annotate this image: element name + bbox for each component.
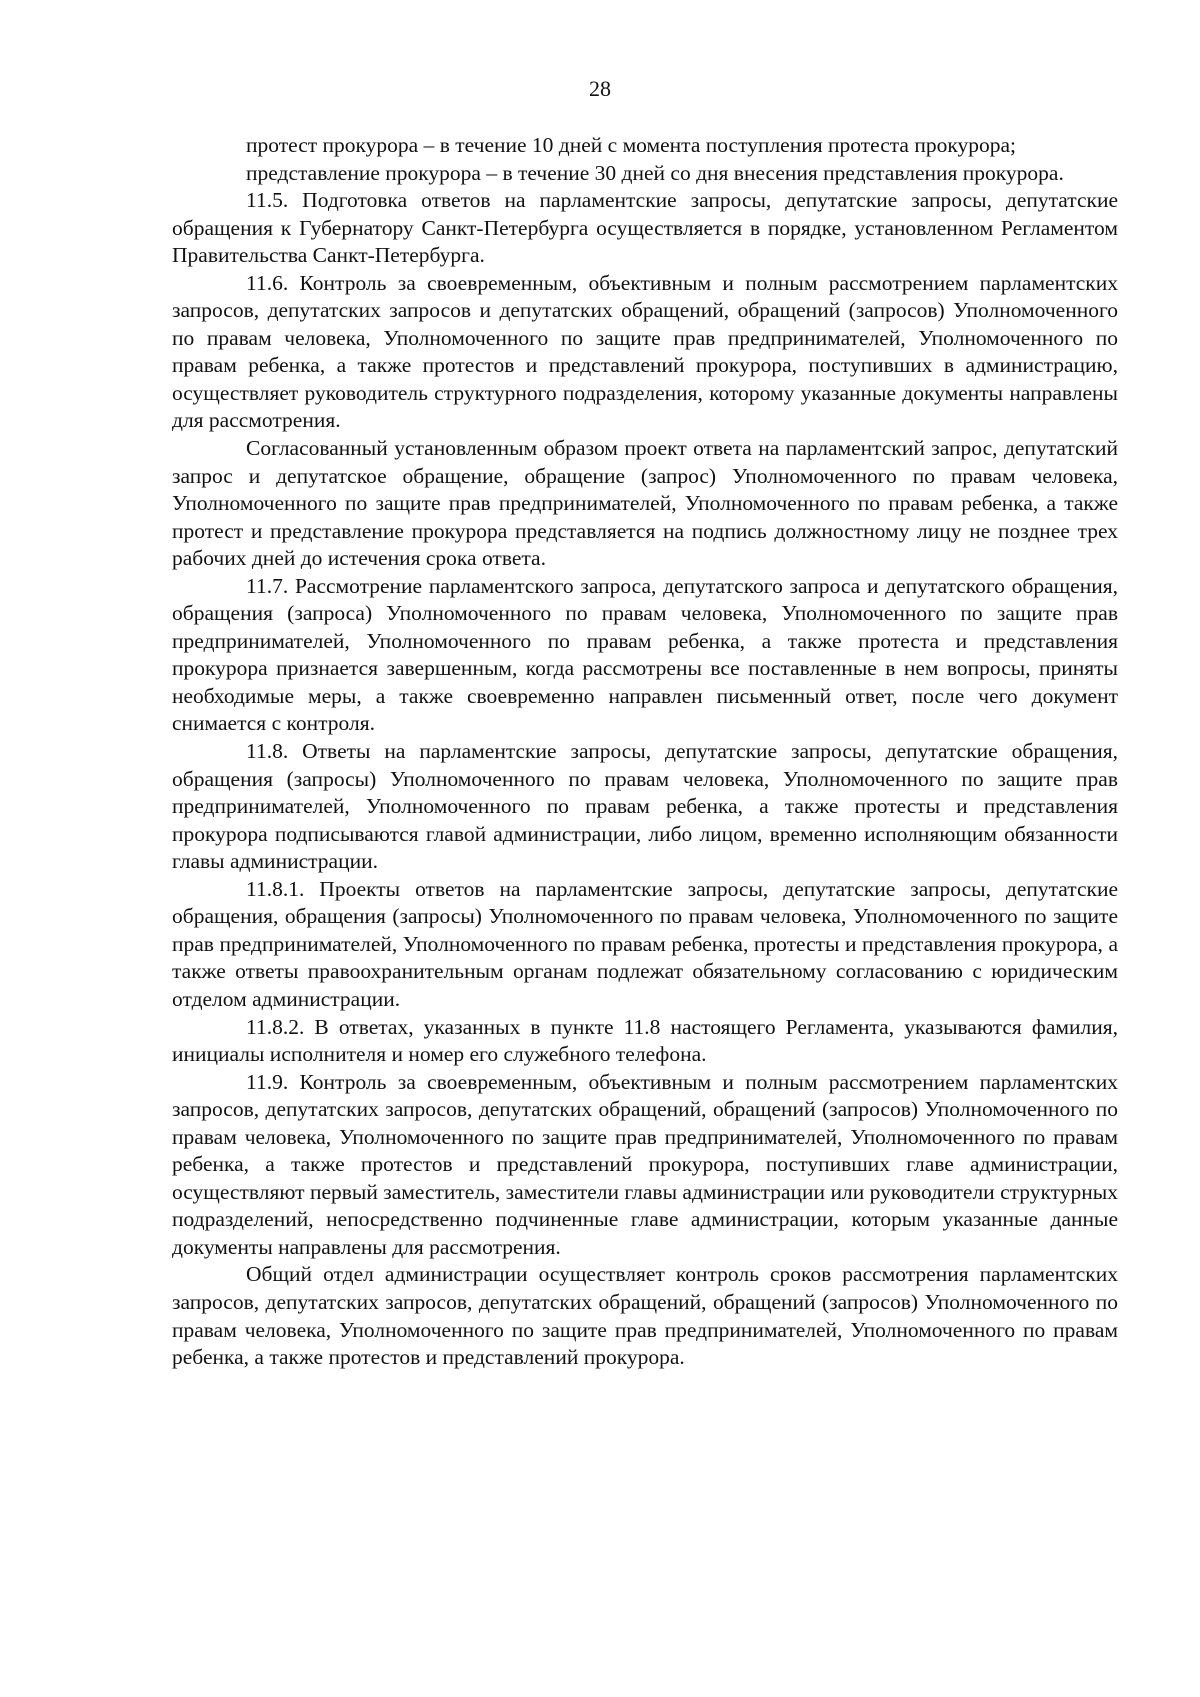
paragraph-protest-deadline: протест прокурора – в течение 10 дней с момента поступления протеста прокурора; [246,133,1016,157]
paragraph-11-6-approved-draft: Согласованный установленным образом проект ответа на парламентский запрос, депутатский запрос и депутатское обращение, обращение (запрос) Уполномоченного по правам человека, Уполномоченного по защите прав предпринимателей, Уполномоченного по правам ребенка, а также протест и представление прокурора представляется на подпись должностному лицу не позднее трех рабочих дней до истечения срока ответа. [172,436,1118,571]
paragraph-submission-deadline: представление прокурора – в течение 30 дней со дня внесения представления прокурора. [246,160,1064,185]
paragraph-11-9: 11.9. Контроль за своевременным, объективным и полным рассмотрением парламентских запросов, депутатских запросов, депутатских обращений, обращений (запросов) Уполномоченного по правам человека, Уполномоченного по защите прав предпринимателей, Уполномоченного по правам ребенка, а также протестов и представлений прокурора, поступивших главе администрации, осуществляют первый заместитель, заместители главы администрации или руководители структурных подразделений, непосредственно подчиненные главе администрации, которым указанные данные документы направлены для рассмотрения. [172,1069,1118,1259]
paragraph-11-8: 11.8. Ответы на парламентские запросы, депутатские запросы, депутатские обращения, обращения (запросы) Уполномоченного по правам человека, Уполномоченного по защите прав предпринимателей, Уполномоченного по правам ребенка, а также протесты и представления прокурора подписываются главой администрации, либо лицом, временно исполняющим обязанности главы администрации. [172,739,1118,874]
paragraph-11-9-general-department: Общий отдел администрации осуществляет контроль сроков рассмотрения парламентских запросов, депутатских запросов, депутатских обращений, обращений (запросов) Уполномоченного по правам человека, Уполномоченного по защите прав предпринимателей, Уполномоченного по правам ребенка, а также протестов и представлений прокурора. [172,1262,1118,1370]
paragraph-11-8-1: 11.8.1. Проекты ответов на парламентские запросы, депутатские запросы, депутатские обращения, обращения (запросы) Уполномоченного по правам человека, Уполномоченного по защите прав предпринимателей, Уполномоченного по правам ребенка, протесты и представления прокурора, а также ответы правоохранительным органам подлежат обязательному согласованию с юридическим отделом администрации. [172,876,1118,1011]
paragraph-11-5: 11.5. Подготовка ответов на парламентские запросы, депутатские запросы, депутатские обращения к Губернатору Санкт-Петербурга осуществляется в порядке, установленном Регламентом Правительства Санкт-Петербурга. [172,188,1118,268]
paragraph-11-6: 11.6. Контроль за своевременным, объективным и полным рассмотрением парламентских запросов, депутатских запросов и депутатских обращений, обращений (запросов) Уполномоченного по правам человека, Уполномоченного по защите прав предпринимателей, Уполномоченного по правам ребенка, а также протестов и представлений прокурора, поступивших в администрацию, осуществляет руководитель структурного подразделения, которому указанные документы направлены для рассмотрения. [172,270,1118,433]
paragraph-11-7: 11.7. Рассмотрение парламентского запроса, депутатского запроса и депутатского обращения, обращения (запроса) Уполномоченного по правам человека, Уполномоченного по защите прав предпринимателей, Уполномоченного по правам ребенка, а также протеста и представления прокурора признается завершенным, когда рассмотрены все поставленные в нем вопросы, приняты необходимые меры, а также своевременно направлен письменный ответ, после чего документ снимается с контроля. [172,573,1118,736]
document-body [172,132,1118,1372]
paragraph-11-8-2: 11.8.2. В ответах, указанных в пункте 11.8 настоящего Регламента, указываются фамилия, инициалы исполнителя и номер его служебного телефона. [172,1014,1118,1067]
page-number: 28 [589,76,611,101]
